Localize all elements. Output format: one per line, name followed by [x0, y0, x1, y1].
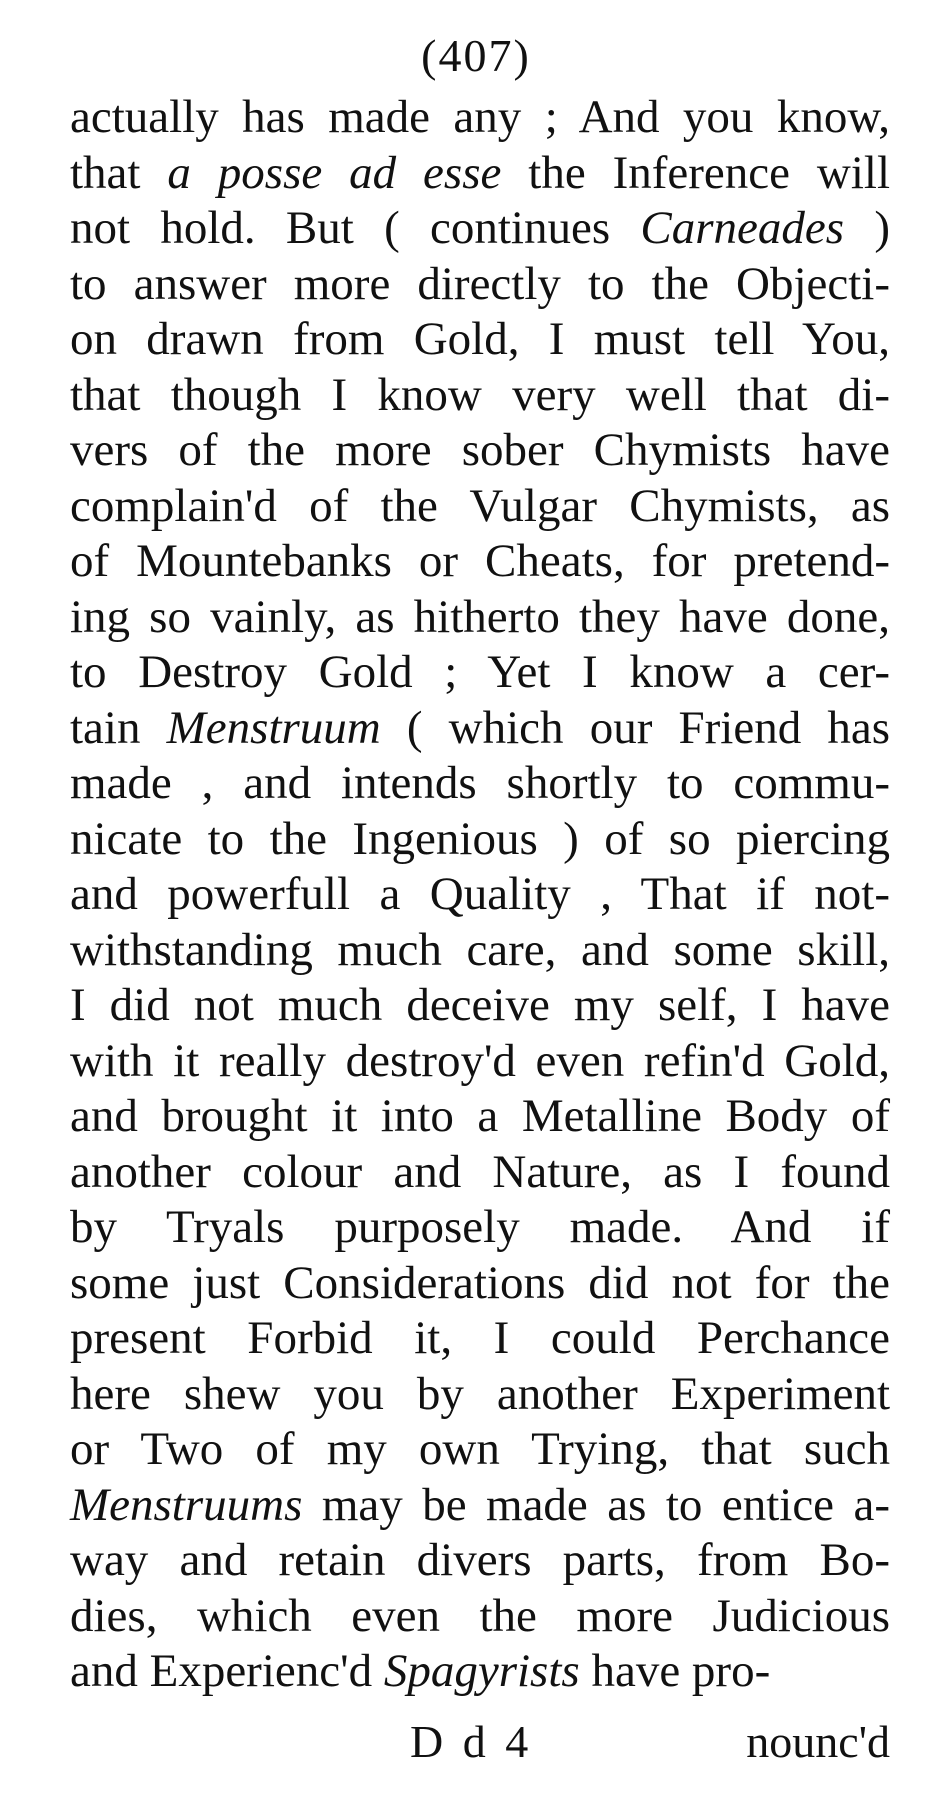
text-run: by Tryals purposely made. And if — [70, 1201, 890, 1253]
text-line — [70, 645, 890, 701]
text-run: present Forbid it, I could Perchance — [70, 1312, 890, 1364]
text-run: some just Considerations did not for the — [70, 1256, 890, 1309]
text-line — [70, 978, 890, 1034]
text-run: I did not much deceive my self, I have — [70, 979, 890, 1031]
body-text — [70, 90, 890, 1700]
italic-phrase: Menstruum — [166, 701, 381, 754]
text-line — [70, 1089, 890, 1145]
text-run: to Destroy Gold ; Yet I know a cer- — [70, 646, 890, 698]
text-run: not hold. But ( continues — [70, 202, 641, 254]
text-line — [70, 1533, 890, 1589]
text-run: and brought it into a Metalline Body of — [70, 1090, 890, 1142]
text-line — [70, 1478, 890, 1534]
text-line — [70, 90, 890, 146]
page-number: (407) — [421, 30, 531, 81]
text-run: another colour and Nature, as I found — [70, 1145, 890, 1198]
text-run: that though I know very well that di- — [70, 368, 890, 421]
text-line — [70, 1644, 890, 1700]
text-line — [70, 479, 890, 535]
text-run: of Mountebanks or Cheats, for pretend- — [70, 535, 890, 587]
text-line — [70, 201, 890, 257]
text-line — [70, 756, 890, 812]
text-line — [70, 1311, 890, 1367]
text-run: here shew you by another Experiment — [70, 1367, 890, 1420]
italic-phrase: Carneades — [640, 202, 845, 254]
text-run: complain'd of the Vulgar Chymists, as — [70, 479, 890, 532]
text-line — [70, 1034, 890, 1090]
text-line — [70, 1589, 890, 1645]
text-run: ) — [844, 202, 891, 254]
text-run: to answer more directly to the Objecti- — [70, 257, 890, 310]
text-run: ing so vainly, as hitherto they have done, — [70, 590, 890, 643]
text-run: made , and intends shortly to commu- — [70, 757, 890, 809]
text-run: nicate to the Ingenious ) of so piercing — [70, 812, 890, 865]
text-line — [70, 1256, 890, 1312]
text-run: on drawn from Gold, I must tell You, — [70, 313, 890, 365]
signature-mark: D d 4 — [410, 1716, 533, 1767]
italic-phrase: a posse ad esse — [167, 146, 502, 199]
text-run: and powerfull a Quality , That if not- — [70, 868, 890, 920]
text-line — [70, 146, 890, 202]
page-footer — [0, 1712, 952, 1772]
text-line — [70, 867, 890, 923]
text-line — [70, 312, 890, 368]
text-run: with it really destroy'd even refin'd Gold, — [70, 1034, 890, 1087]
text-line — [70, 701, 890, 757]
text-line — [70, 1422, 890, 1478]
text-line — [70, 923, 890, 979]
text-line — [70, 534, 890, 590]
text-run: ( which our Friend has — [380, 701, 891, 754]
text-run: have pro- — [579, 1645, 771, 1697]
text-line — [70, 1145, 890, 1201]
text-line — [70, 590, 890, 646]
text-run: actually has made any ; And you know, — [70, 91, 890, 143]
text-run: the Inference will — [501, 146, 891, 199]
text-run: way and retain divers parts, from Bo- — [70, 1534, 890, 1586]
text-run: tain — [70, 701, 167, 754]
text-run: vers of the more sober Chymists have — [70, 424, 890, 476]
catchword: nounc'd — [746, 1716, 890, 1767]
text-line — [70, 257, 890, 313]
text-line — [70, 812, 890, 868]
italic-phrase: Spagyrists — [383, 1645, 580, 1697]
text-run: dies, which even the more Judicious — [70, 1589, 890, 1642]
text-line — [70, 1367, 890, 1423]
italic-phrase: Menstruums — [70, 1478, 303, 1531]
text-run: withstanding much care, and some skill, — [70, 923, 890, 976]
text-line — [70, 368, 890, 424]
text-run: may be made as to entice a- — [302, 1478, 890, 1531]
text-line — [70, 423, 890, 479]
text-run: that — [70, 146, 168, 199]
text-line — [70, 1200, 890, 1256]
text-run: and Experienc'd — [70, 1645, 384, 1697]
text-run: or Two of my own Trying, that such — [70, 1423, 890, 1475]
